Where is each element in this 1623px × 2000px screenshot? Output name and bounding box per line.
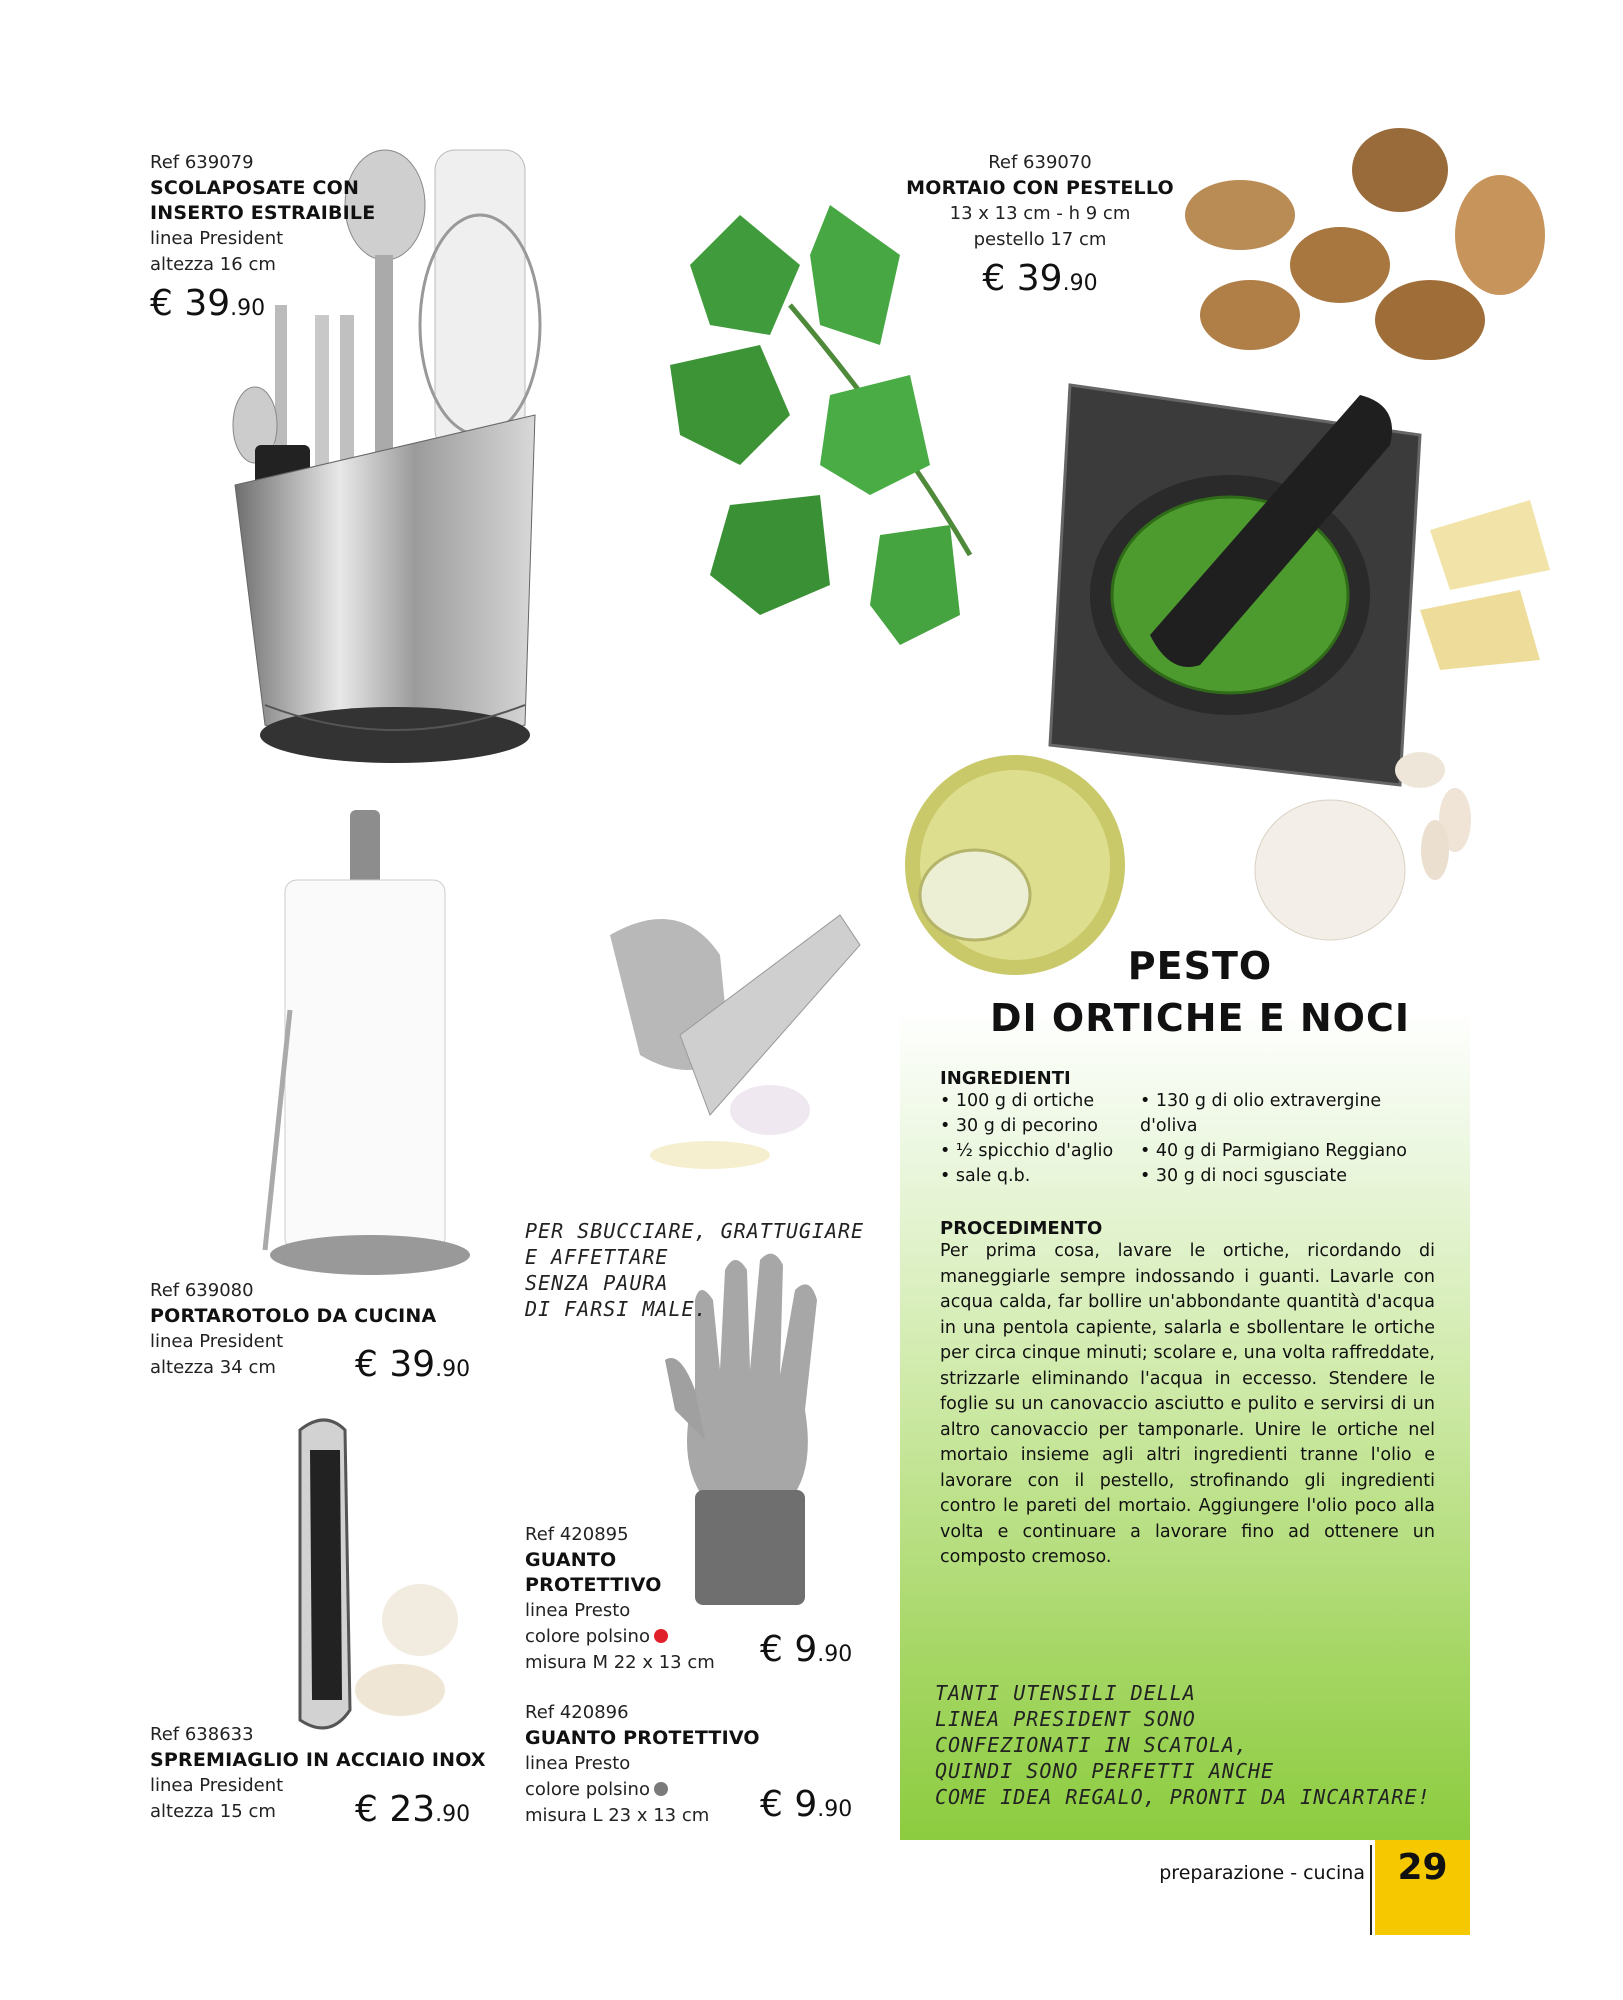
product-name: SCOLAPOSATE CON [150, 177, 360, 199]
product-line: linea President [150, 1775, 284, 1796]
product-guanto-l [525, 1700, 765, 1829]
ingredient-item: • 130 g di olio extravergine d'oliva [1140, 1091, 1382, 1136]
method-text: Per prima cosa, lavare le ortiche, ricordando di maneggiarle sempre indossando i guanti. Lavarle con acqua calda, far bollire un'abbondante quantità d'acqua in una pentola capiente, salarla e sbollentare le ortiche per circa cinque minuti; scolare e, una volta raffreddate, strizzarle eliminando l'acqua in eccesso. Stendere le foglie su un canovaccio asciutto e pulito e servirsi di un altro canovaccio per tamponarle. Unire le ortiche nel mortaio insieme agli altri ingredienti tranne l'olio e lavorare con il pestello, strofinando gli ingredienti contro le pareti del mortaio. Aggiungere l'olio poco alla volta e continuare a lavorare fino ad ottenere un composto cremoso. [940, 1241, 1435, 1567]
ingredients-left-column [940, 1089, 1140, 1189]
product-price: € 9.90 [760, 1629, 853, 1670]
cuff-color-dot-red [654, 1629, 668, 1643]
product-cuff-color: colore polsino [525, 1777, 765, 1803]
product-size: misura M 22 x 13 cm [525, 1652, 715, 1673]
product-scolaposate [150, 150, 400, 329]
product-name: GUANTO PROTETTIVO [525, 1727, 760, 1749]
parmesan-image [1410, 490, 1560, 680]
product-ref: Ref 638633 [150, 1724, 254, 1745]
product-ref: Ref 639080 [150, 1280, 254, 1301]
product-cuff-color: colore polsino [525, 1624, 755, 1650]
product-price: € 23.90 [355, 1789, 471, 1830]
ingredients-right-column [1140, 1089, 1440, 1189]
ingredient-item: • sale q.b. [940, 1166, 1031, 1186]
product-size: misura L 23 x 13 cm [525, 1805, 710, 1826]
ingredients-heading: INGREDIENTI [940, 1068, 1071, 1089]
product-size: altezza 16 cm [150, 254, 276, 275]
gift-note: TANTI UTENSILI DELLA LINEA PRESIDENT SONO CONFEZIONATI IN SCATOLA, QUINDI SONO PERFETTI ANCHE COME IDEA REGALO, PRONTI DA INCARTARE! [935, 1681, 1431, 1809]
product-ref: Ref 420895 [525, 1524, 629, 1545]
product-name: PORTAROTOLO DA CUCINA [150, 1305, 437, 1327]
garlic-image [1250, 730, 1490, 950]
recipe-ingredients [940, 1068, 1440, 1189]
footer-section-label: preparazione - cucina [1159, 1862, 1365, 1884]
product-ref: Ref 639079 [150, 152, 254, 173]
product-guanto-m [525, 1522, 755, 1676]
product-price: € 39.90 [355, 1344, 471, 1385]
ingredient-item: • 30 g di noci sgusciate [1140, 1166, 1348, 1186]
product-size: 13 x 13 cm - h 9 cm [949, 203, 1131, 224]
method-heading: PROCEDIMENTO [940, 1218, 1103, 1239]
product-size: altezza 15 cm [150, 1801, 276, 1822]
page-number: 29 [1375, 1840, 1470, 1935]
product-mortaio [890, 150, 1190, 304]
product-line: linea President [150, 1331, 284, 1352]
ingredient-item: • 40 g di Parmigiano Reggiano [1140, 1141, 1408, 1161]
product-name: PROTETTIVO [525, 1574, 662, 1596]
garlic-press-image [270, 1410, 460, 1750]
product-line: linea Presto [525, 1600, 631, 1621]
product-name: SPREMIAGLIO IN ACCIAIO INOX [150, 1749, 486, 1771]
product-size: pestello 17 cm [973, 229, 1107, 250]
ingredient-item: • ½ spicchio d'aglio [940, 1141, 1114, 1161]
walnuts-image [1140, 115, 1560, 385]
recipe-method [940, 1218, 1435, 1571]
recipe-title: PESTO DI ORTICHE E NOCI [989, 944, 1411, 1040]
product-price: € 39.90 [150, 283, 266, 324]
product-size: altezza 34 cm [150, 1357, 276, 1378]
ingredient-item: • 30 g di pecorino [940, 1116, 1098, 1136]
product-line: linea President [150, 228, 284, 249]
paper-towel-holder-image [255, 810, 485, 1280]
product-price: € 9.90 [760, 1784, 853, 1825]
product-name: MORTAIO CON PESTELLO [906, 177, 1174, 199]
glove-grating-image [560, 855, 890, 1185]
footer-divider [1370, 1845, 1372, 1935]
product-name: GUANTO [525, 1549, 617, 1571]
product-ref: Ref 420896 [525, 1702, 629, 1723]
ingredient-item: • 100 g di ortiche [940, 1091, 1095, 1111]
product-line: linea Presto [525, 1753, 631, 1774]
cuff-color-dot-grey [654, 1782, 668, 1796]
product-name: INSERTO ESTRAIBILE [150, 202, 376, 224]
product-ref: Ref 639070 [988, 152, 1092, 173]
glove-note: PER SBUCCIARE, GRATTUGIARE E AFFETTARE SENZA PAURA DI FARSI MALE. [525, 1219, 865, 1321]
product-price: € 39.90 [982, 258, 1098, 299]
